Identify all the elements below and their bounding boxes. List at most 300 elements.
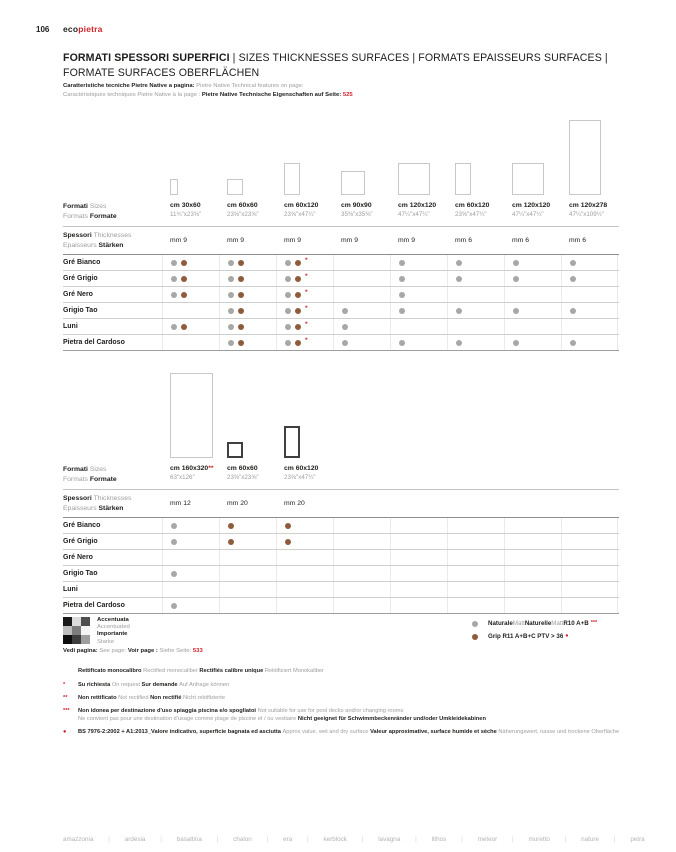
surface-cell xyxy=(333,255,390,270)
naturale-matt-dot xyxy=(342,340,348,346)
format-cm-label: cm 60x120 xyxy=(455,202,490,209)
product-name: Gré Grigio xyxy=(63,274,98,282)
footnote-segment: Non rectifié xyxy=(150,695,183,702)
tile-shape xyxy=(227,179,243,195)
naturale-matt-dot xyxy=(171,539,177,545)
format-cm-label: cm 60x120 xyxy=(284,465,319,472)
grip-dot xyxy=(295,308,301,314)
formati-label: Formate xyxy=(89,475,117,483)
thickness-value: mm 6 xyxy=(569,237,586,245)
surface-cell xyxy=(504,255,561,270)
tile-shape xyxy=(284,426,300,458)
on-request-asterisk: * xyxy=(305,321,308,329)
format-column-header xyxy=(504,202,561,221)
format-column-header xyxy=(333,202,390,221)
surface-cell xyxy=(219,598,276,613)
surface-cell xyxy=(390,271,447,286)
naturale-matt-dot xyxy=(513,276,519,282)
swatch-cell xyxy=(72,617,81,626)
footer-collection: amazzonia xyxy=(63,836,94,843)
surface-cell xyxy=(447,335,504,350)
tech-note-fr: Caractéristiques techniques Pietre Native à la page : xyxy=(63,92,202,99)
surface-cell xyxy=(219,582,276,597)
product-row xyxy=(63,255,619,271)
surface-cell xyxy=(219,518,276,533)
format-column-header xyxy=(561,202,618,221)
footnote-segment: Auf Anfrage können xyxy=(179,682,230,689)
footnotes xyxy=(63,667,629,741)
surface-cell xyxy=(561,566,618,581)
surface-cell xyxy=(447,582,504,597)
surface-cell xyxy=(162,271,219,286)
format-cm-label: cm 120x278 xyxy=(569,202,608,209)
thickness-value: mm 12 xyxy=(170,500,191,508)
surface-cell xyxy=(162,287,219,302)
format-inches-label: 63"x126" xyxy=(170,474,195,481)
naturale-matt-dot xyxy=(285,340,291,346)
naturale-matt-dot xyxy=(171,603,177,609)
format-cm-label: cm 30x60 xyxy=(170,202,201,209)
naturale-matt-dot xyxy=(456,276,462,282)
tile-cell xyxy=(390,458,447,463)
surface-legend-row xyxy=(472,630,597,643)
see-page-fr: Voir page : xyxy=(127,648,160,654)
tile-cell xyxy=(276,426,333,463)
footer-collection: chalon xyxy=(233,836,252,843)
format-inches-label: 23⅝"x47¼" xyxy=(455,211,487,218)
footnote-segment: Not suitable for use for pool decks and/or changing rooms xyxy=(257,707,404,714)
grip-dot xyxy=(181,260,187,266)
format-cm-label: cm 60x60 xyxy=(227,202,258,209)
surface-cell xyxy=(276,335,333,350)
thickness-value: mm 9 xyxy=(284,237,301,245)
swatch-cell xyxy=(81,617,90,626)
surface-cell xyxy=(333,303,390,318)
grip-dot xyxy=(228,523,234,529)
naturale-matt-dot xyxy=(570,260,576,266)
product-name: Pietra del Cardoso xyxy=(63,338,125,346)
thickness-value: mm 20 xyxy=(284,500,305,508)
footer-separator: | xyxy=(160,836,162,843)
formati-label: Formats xyxy=(63,212,90,220)
tech-note-line-1 xyxy=(63,82,353,91)
title-bold-part: FORMATI SPESSORI SUPERFICI xyxy=(63,52,230,64)
surface-cell xyxy=(390,335,447,350)
tile-shape xyxy=(284,163,300,195)
see-page-en: See page: xyxy=(97,648,128,654)
product-row xyxy=(63,534,619,550)
surface-cell xyxy=(504,319,561,334)
grip-dot xyxy=(472,634,478,640)
surface-cell xyxy=(333,335,390,350)
formati-label: Formati xyxy=(63,466,90,473)
footnote-segment: Su richiesta xyxy=(78,682,112,689)
surface-cell xyxy=(333,518,390,533)
spessori-label: Thicknesses xyxy=(93,232,132,240)
format-inches-label: 47¼"x109½" xyxy=(569,211,605,218)
shade-variation-line: Accentuated xyxy=(97,624,130,631)
footnote-line xyxy=(78,694,629,702)
grip-dot xyxy=(238,260,244,266)
product-row xyxy=(63,550,619,566)
product-name: Gré Nero xyxy=(63,553,93,561)
swatch-cell xyxy=(81,626,90,635)
surface-cell xyxy=(504,534,561,549)
surface-cell xyxy=(504,550,561,565)
naturale-matt-dot xyxy=(285,324,291,330)
surface-cell xyxy=(447,271,504,286)
product-row xyxy=(63,598,619,614)
surface-cell xyxy=(561,335,618,350)
tile-cell xyxy=(162,179,219,200)
footer-collection: basaltina xyxy=(176,836,202,843)
title-regular-part: | SIZES THICKNESSES SURFACES | FORMATS EPAISSEURS SURFACES | FORMATE SURFACES OBERFLÄCHEN xyxy=(63,52,608,80)
surface-cell xyxy=(390,534,447,549)
spessori-label: Spessori xyxy=(63,495,94,503)
surface-legend-text: Matt xyxy=(551,620,564,627)
footnote xyxy=(63,681,629,689)
surface-cell xyxy=(561,598,618,613)
footnote-line xyxy=(78,728,629,736)
surface-cell xyxy=(447,303,504,318)
surface-cell xyxy=(333,271,390,286)
surface-cell xyxy=(333,534,390,549)
format-column-header xyxy=(504,465,561,484)
thickness-value xyxy=(333,494,390,513)
surface-cell xyxy=(219,534,276,549)
formats-header-row xyxy=(63,463,619,490)
footnote-segment: Not rectified xyxy=(118,695,151,702)
grip-dot xyxy=(181,324,187,330)
brand-pietra: pietra xyxy=(78,24,103,34)
footnote-segment: Rektifiziert Monokaliber xyxy=(264,668,324,674)
grip-dot xyxy=(285,539,291,545)
product-row xyxy=(63,271,619,287)
grip-dot xyxy=(295,340,301,346)
product-name: Gré Bianco xyxy=(63,521,101,529)
product-name: Luni xyxy=(63,322,78,330)
format-inches-label: 23⅝"x23⅝" xyxy=(227,211,259,218)
footnote xyxy=(63,707,629,724)
surface-cell xyxy=(162,255,219,270)
on-request-asterisk: * xyxy=(305,273,308,281)
footer-collection: lavagna xyxy=(378,836,401,843)
grip-dot xyxy=(238,308,244,314)
surface-cell xyxy=(390,303,447,318)
surface-cell xyxy=(276,550,333,565)
footnote-segment: Rectifiés calibre unique xyxy=(199,668,265,674)
surface-cell xyxy=(561,319,618,334)
footnote-marker: * xyxy=(63,682,66,689)
product-name: Gré Bianco xyxy=(63,258,101,266)
footnote-text xyxy=(78,728,629,736)
product-row xyxy=(63,303,619,319)
surface-cell xyxy=(276,319,333,334)
tech-note-it: Caratteristiche tecniche Pietre Native a pagina: xyxy=(63,83,197,89)
naturale-matt-dot xyxy=(285,276,291,282)
naturale-matt-dot xyxy=(285,260,291,266)
footer-separator: | xyxy=(108,836,110,843)
tile-cell xyxy=(333,171,390,200)
surface-cell xyxy=(390,255,447,270)
product-name: Gré Nero xyxy=(63,290,93,298)
tile-cell xyxy=(219,179,276,200)
naturale-matt-dot xyxy=(171,523,177,529)
surface-cell xyxy=(219,335,276,350)
naturale-matt-dot xyxy=(228,292,234,298)
surface-cell xyxy=(504,598,561,613)
thickness-row xyxy=(63,227,619,255)
format-column-header xyxy=(162,465,219,484)
tile-cell xyxy=(333,458,390,463)
shade-variation-line: Importante xyxy=(97,631,128,638)
grip-dot xyxy=(295,260,301,266)
tile-cell xyxy=(390,163,447,200)
footnote-segment: Rettificato monocalibro xyxy=(78,668,144,674)
swatch-cell xyxy=(81,635,90,644)
surface-legend-text: Naturale xyxy=(488,620,513,627)
on-request-asterisk: * xyxy=(305,305,308,313)
formati-label: Formati xyxy=(63,203,90,210)
surface-cell xyxy=(561,534,618,549)
surface-cell xyxy=(504,287,561,302)
surface-cell xyxy=(447,287,504,302)
surface-cell xyxy=(333,550,390,565)
formats-row-label xyxy=(63,465,162,484)
grip-dot xyxy=(228,539,234,545)
naturale-matt-dot xyxy=(456,340,462,346)
footer-separator: | xyxy=(461,836,463,843)
tile-cell xyxy=(504,458,561,463)
grip-dot xyxy=(295,324,301,330)
brand-logo xyxy=(63,24,103,34)
naturale-matt-dot xyxy=(399,340,405,346)
footnote-marker: ** xyxy=(63,695,68,702)
product-row xyxy=(63,566,619,582)
grip-dot xyxy=(238,276,244,282)
tile-shape xyxy=(398,163,430,195)
spessori-label: Epaisseurs xyxy=(63,241,99,249)
format-cm-label: cm 90x90 xyxy=(341,202,372,209)
surface-cell xyxy=(390,319,447,334)
thickness-value: mm 9 xyxy=(227,237,244,245)
footer-separator: | xyxy=(613,836,616,843)
footer-separator: | xyxy=(512,836,514,843)
tile-cell xyxy=(276,163,333,200)
naturale-matt-dot xyxy=(171,260,177,266)
surface-cell xyxy=(504,566,561,581)
format-column-header xyxy=(162,202,219,221)
footer-collection: era xyxy=(283,836,293,843)
naturale-matt-dot xyxy=(399,276,405,282)
naturale-matt-dot xyxy=(513,340,519,346)
formati-label: Formate xyxy=(89,212,117,220)
surface-cell xyxy=(447,598,504,613)
shade-variation-labels xyxy=(97,617,130,646)
format-inches-label: 11¾"x23⅝" xyxy=(170,211,202,218)
surface-cell xyxy=(219,319,276,334)
footer-collection: petra xyxy=(630,836,645,843)
thickness-value xyxy=(447,494,504,513)
naturale-matt-dot xyxy=(171,276,177,282)
spessori-label: Thicknesses xyxy=(93,495,132,503)
legend-footnote-mark: *** xyxy=(590,619,598,626)
surface-cell xyxy=(504,518,561,533)
surface-cell xyxy=(219,550,276,565)
tile-cell xyxy=(561,120,618,200)
product-row xyxy=(63,582,619,598)
tile-shape xyxy=(569,120,601,195)
surface-cell xyxy=(390,550,447,565)
surface-cell xyxy=(162,582,219,597)
product-name: Grigio Tao xyxy=(63,569,98,577)
naturale-matt-dot xyxy=(342,324,348,330)
surface-cell xyxy=(162,598,219,613)
format-cm-label: cm 120x120 xyxy=(512,202,551,209)
footnote-line xyxy=(78,667,629,675)
thickness-row-label xyxy=(63,494,162,513)
surface-cell xyxy=(333,566,390,581)
format-inches-label: 23⅝"x47¼" xyxy=(284,211,316,218)
grip-dot xyxy=(238,324,244,330)
format-column-header xyxy=(390,465,447,484)
formats-table-2 xyxy=(63,370,619,614)
format-column-header xyxy=(447,465,504,484)
formati-label: Sizes xyxy=(89,466,107,473)
grip-dot xyxy=(238,340,244,346)
surface-cell xyxy=(561,518,618,533)
grip-dot xyxy=(285,523,291,529)
surface-cell xyxy=(219,287,276,302)
spessori-label: Stärken xyxy=(98,504,124,512)
surface-cell xyxy=(276,598,333,613)
product-name: Gré Grigio xyxy=(63,537,98,545)
footnote-line xyxy=(78,715,629,723)
tech-note-en: Pietre Native Technical features on page: xyxy=(196,83,304,89)
naturale-matt-dot xyxy=(513,308,519,314)
format-column-header xyxy=(219,202,276,221)
naturale-matt-dot xyxy=(228,308,234,314)
format-inches-label: 47¼"x47¼" xyxy=(398,211,430,218)
surface-cell xyxy=(276,566,333,581)
thickness-value: mm 9 xyxy=(398,237,415,245)
surface-cell xyxy=(162,319,219,334)
footnote-text xyxy=(78,667,629,675)
footnote-text xyxy=(78,681,629,689)
surface-legend-row xyxy=(472,617,597,630)
footnote-marker: *** xyxy=(63,707,70,714)
footnote xyxy=(63,694,629,702)
footnote xyxy=(63,667,629,675)
format-inches-label: 23⅝"x47¼" xyxy=(284,474,316,481)
product-row xyxy=(63,335,619,351)
surface-cell xyxy=(447,550,504,565)
product-row xyxy=(63,287,619,303)
surface-cell xyxy=(276,534,333,549)
legend-footnote-mark: ● xyxy=(565,632,569,639)
thickness-value: mm 6 xyxy=(512,237,529,245)
surface-cell xyxy=(276,582,333,597)
tiles-row xyxy=(63,110,619,200)
naturale-matt-dot xyxy=(342,308,348,314)
footnote-text xyxy=(78,694,629,702)
format-column-header xyxy=(447,202,504,221)
naturale-matt-dot xyxy=(513,260,519,266)
brand-eco: eco xyxy=(63,24,79,34)
surface-cell xyxy=(390,287,447,302)
surface-cell xyxy=(447,319,504,334)
formats-header-row xyxy=(63,200,619,227)
naturale-matt-dot xyxy=(285,308,291,314)
swatch-cell xyxy=(72,635,81,644)
surface-cell xyxy=(162,566,219,581)
surface-cell xyxy=(390,598,447,613)
grip-dot xyxy=(295,292,301,298)
grip-dot xyxy=(181,276,187,282)
grip-dot xyxy=(295,276,301,282)
footnote-segment: Sur demande xyxy=(141,682,180,689)
surface-cell xyxy=(447,566,504,581)
footnote xyxy=(63,728,629,736)
naturale-matt-dot xyxy=(171,324,177,330)
format-column-header xyxy=(219,465,276,484)
format-inches-label: 47¼"x47¼" xyxy=(512,211,544,218)
surface-cell xyxy=(561,550,618,565)
surface-cell xyxy=(561,303,618,318)
surface-cell xyxy=(162,550,219,565)
footnote-segment: Non idonea per destinazione d'uso spiaggia piscina e/o spogliatoi xyxy=(78,707,258,714)
surface-legend-text: R10 A+B xyxy=(563,620,589,627)
page-number: 106 xyxy=(36,25,50,34)
format-column-header xyxy=(390,202,447,221)
surface-cell xyxy=(276,303,333,318)
format-column-header xyxy=(276,202,333,221)
tile-cell xyxy=(447,458,504,463)
tile-cell xyxy=(162,373,219,463)
footer-collection: lithos xyxy=(431,836,447,843)
see-page-ref: 533 xyxy=(192,648,203,654)
footnote-text xyxy=(78,707,629,724)
product-name: Grigio Tao xyxy=(63,306,98,314)
surface-cell xyxy=(333,598,390,613)
naturale-matt-dot xyxy=(228,276,234,282)
surface-cell xyxy=(390,566,447,581)
footnote-marker: ● xyxy=(63,728,67,735)
format-cm-label: cm 160x320** xyxy=(170,465,214,472)
tile-shape xyxy=(341,171,365,195)
shade-variation-swatch xyxy=(63,617,90,644)
footnote-line xyxy=(78,681,629,689)
surface-legend-text: Grip R11 A+B+C PTV > 36 xyxy=(488,633,564,640)
naturale-matt-dot xyxy=(472,621,478,627)
naturale-matt-dot xyxy=(456,308,462,314)
footnote-segment: BS 7976-2:2002 + A1:2013_Valore indicativo, superficie bagnata ed asciutta xyxy=(78,728,283,735)
naturale-matt-dot xyxy=(399,260,405,266)
surface-legend xyxy=(472,617,597,643)
footer-collection: nature xyxy=(581,836,600,843)
naturale-matt-dot xyxy=(171,571,177,577)
spessori-label: Spessori xyxy=(63,232,94,240)
footer-collection: kerblock xyxy=(323,836,347,843)
naturale-matt-dot xyxy=(456,260,462,266)
formats-table-1 xyxy=(63,110,619,351)
surface-cell xyxy=(504,582,561,597)
footer-separator: | xyxy=(266,836,269,843)
shade-variation-line: Starke xyxy=(97,638,115,645)
thickness-value: mm 9 xyxy=(170,237,187,245)
tech-note-page-ref: 525 xyxy=(342,92,353,99)
footnote-segment: Non rettificato xyxy=(78,695,119,702)
